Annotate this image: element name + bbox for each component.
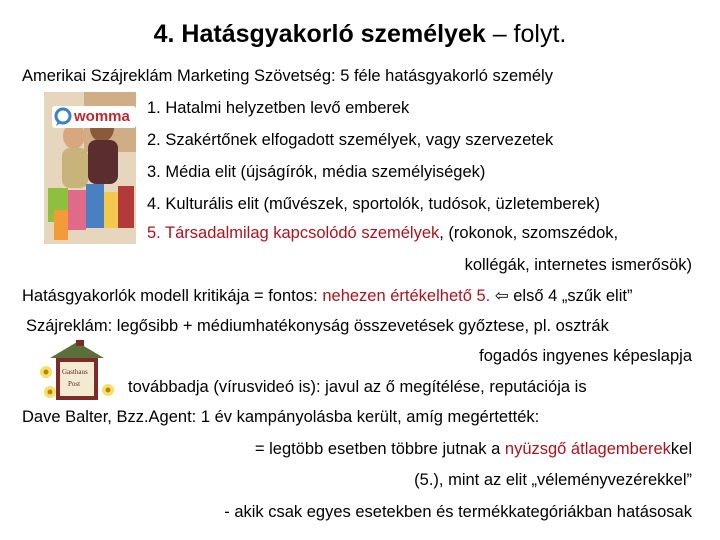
balter-line-2-post: kel <box>670 440 692 458</box>
balter-line-2 <box>255 439 692 459</box>
critique-pre: Hatásgyakorlók modell kritikája = fontos: <box>22 287 323 305</box>
critique-line <box>22 286 632 306</box>
list-item-4: 4. Kulturális elit (művészek, sportolók, tudósok, üzletemberek) <box>147 195 601 213</box>
list-item-5-highlight: 5. Társadalmilag kapcsolódó személyek <box>147 224 440 242</box>
balter-line-3: (5.), mint az elit „véleményvezérekkel” <box>414 471 692 489</box>
szajreklam-line-2: fogadós ingyenes képeslapja <box>479 347 692 365</box>
intro-line: Amerikai Szájreklám Marketing Szövetség: 5 féle hatásgyakorló személy <box>22 67 553 85</box>
stamp-text-2: Post <box>68 380 81 388</box>
list-item-5-rest: , (rokonok, szomszédok, <box>439 224 619 242</box>
shoppers-image <box>44 92 136 244</box>
balter-line-2-highlight: nyüzsgő átlagemberek <box>504 440 671 458</box>
critique-highlight: nehezen értékelhető 5. <box>322 287 491 305</box>
left-right-arrow-icon: ⇦ <box>490 287 514 305</box>
stamp-text-1: Gasthaus <box>62 368 88 376</box>
szajreklam-line-3: továbbadja (vírusvideó is): javul az ő megítélése, reputációja is <box>128 378 587 396</box>
gasthaus-postcard-image <box>36 338 118 406</box>
list-item-5 <box>147 223 618 243</box>
balter-line-1: Dave Balter, Bzz.Agent: 1 év kampányolásba került, amíg megértették: <box>22 408 540 426</box>
list-item-5-continuation: kollégák, internetes ismerősök) <box>464 256 692 274</box>
szajreklam-line-1: Szájreklám: legősibb + médiumhatékonyság összevetések győztese, pl. osztrák <box>26 317 609 335</box>
womma-logo-text: womma <box>74 108 130 125</box>
list-item-2: 2. Szakértőnek elfogadott személyek, vagy szervezetek <box>147 131 554 149</box>
balter-line-4: - akik csak egyes esetekben és termékkategóriákban hatásosak <box>224 503 692 521</box>
critique-post: első 4 „szűk elit” <box>513 287 633 305</box>
slide-title <box>0 20 720 49</box>
title-main: 4. Hatásgyakorló személyek <box>153 20 486 48</box>
title-suffix: – folyt. <box>485 20 567 48</box>
womma-bubble-icon <box>52 106 74 128</box>
list-item-1: 1. Hatalmi helyzetben levő emberek <box>147 99 410 117</box>
balter-line-2-pre: = legtöbb esetben többre jutnak a <box>254 440 505 458</box>
womma-logo <box>52 106 136 128</box>
list-item-3: 3. Média elit (újságírók, média személyiségek) <box>147 163 486 181</box>
